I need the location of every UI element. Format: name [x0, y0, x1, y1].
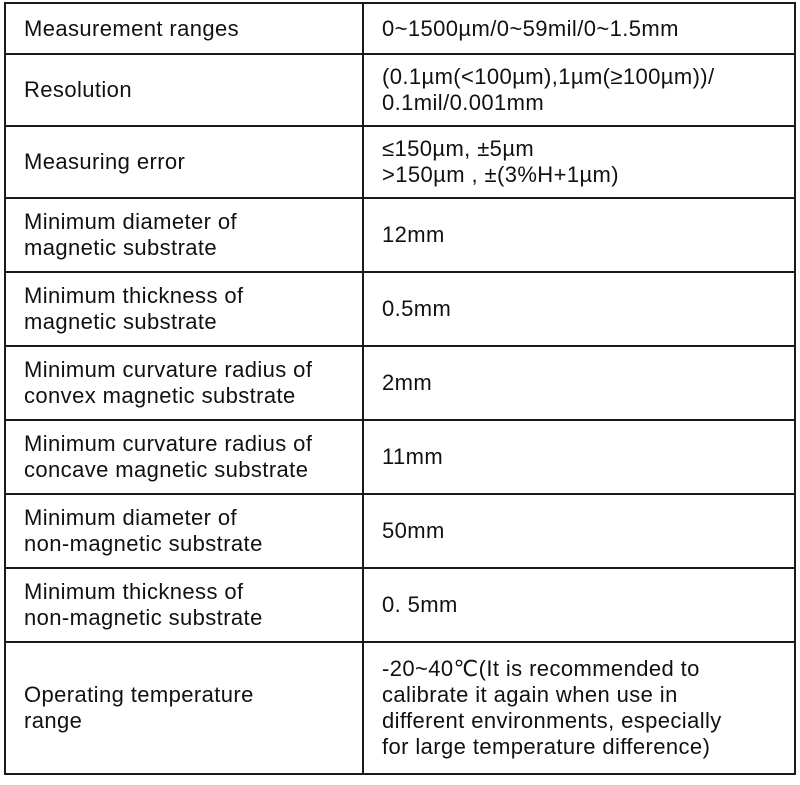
- row-value: 12mm: [363, 198, 795, 272]
- row-label: Minimum thickness of magnetic substrate: [5, 272, 363, 346]
- table-row: [5, 494, 795, 568]
- row-value: ≤150µm, ±5µm >150µm , ±(3%H+1µm): [363, 126, 795, 198]
- table-row: [5, 126, 795, 198]
- row-value: 0.5mm: [363, 272, 795, 346]
- row-value: (0.1µm(<100µm),1µm(≥100µm))/ 0.1mil/0.001mm: [363, 54, 795, 126]
- row-value: 50mm: [363, 494, 795, 568]
- table-row: [5, 642, 795, 774]
- table-row: [5, 54, 795, 126]
- table-row: [5, 420, 795, 494]
- table-row: [5, 272, 795, 346]
- table-row: [5, 198, 795, 272]
- row-value: 2mm: [363, 346, 795, 420]
- row-value: -20~40℃(It is recommended to calibrate it again when use in different environments, especially for large temperature difference): [363, 642, 795, 774]
- row-label: Operating temperature range: [5, 642, 363, 774]
- row-value: 11mm: [363, 420, 795, 494]
- row-value: 0~1500µm/0~59mil/0~1.5mm: [363, 3, 795, 54]
- row-label: Resolution: [5, 54, 363, 126]
- table-row: [5, 568, 795, 642]
- row-label: Minimum curvature radius of concave magnetic substrate: [5, 420, 363, 494]
- row-label: Minimum curvature radius of convex magnetic substrate: [5, 346, 363, 420]
- specifications-table: [4, 2, 796, 775]
- row-value: 0. 5mm: [363, 568, 795, 642]
- row-label: Measuring error: [5, 126, 363, 198]
- table-row: [5, 346, 795, 420]
- row-label: Minimum diameter of magnetic substrate: [5, 198, 363, 272]
- row-label: Measurement ranges: [5, 3, 363, 54]
- row-label: Minimum diameter of non-magnetic substrate: [5, 494, 363, 568]
- row-label: Minimum thickness of non-magnetic substrate: [5, 568, 363, 642]
- table-row: [5, 3, 795, 54]
